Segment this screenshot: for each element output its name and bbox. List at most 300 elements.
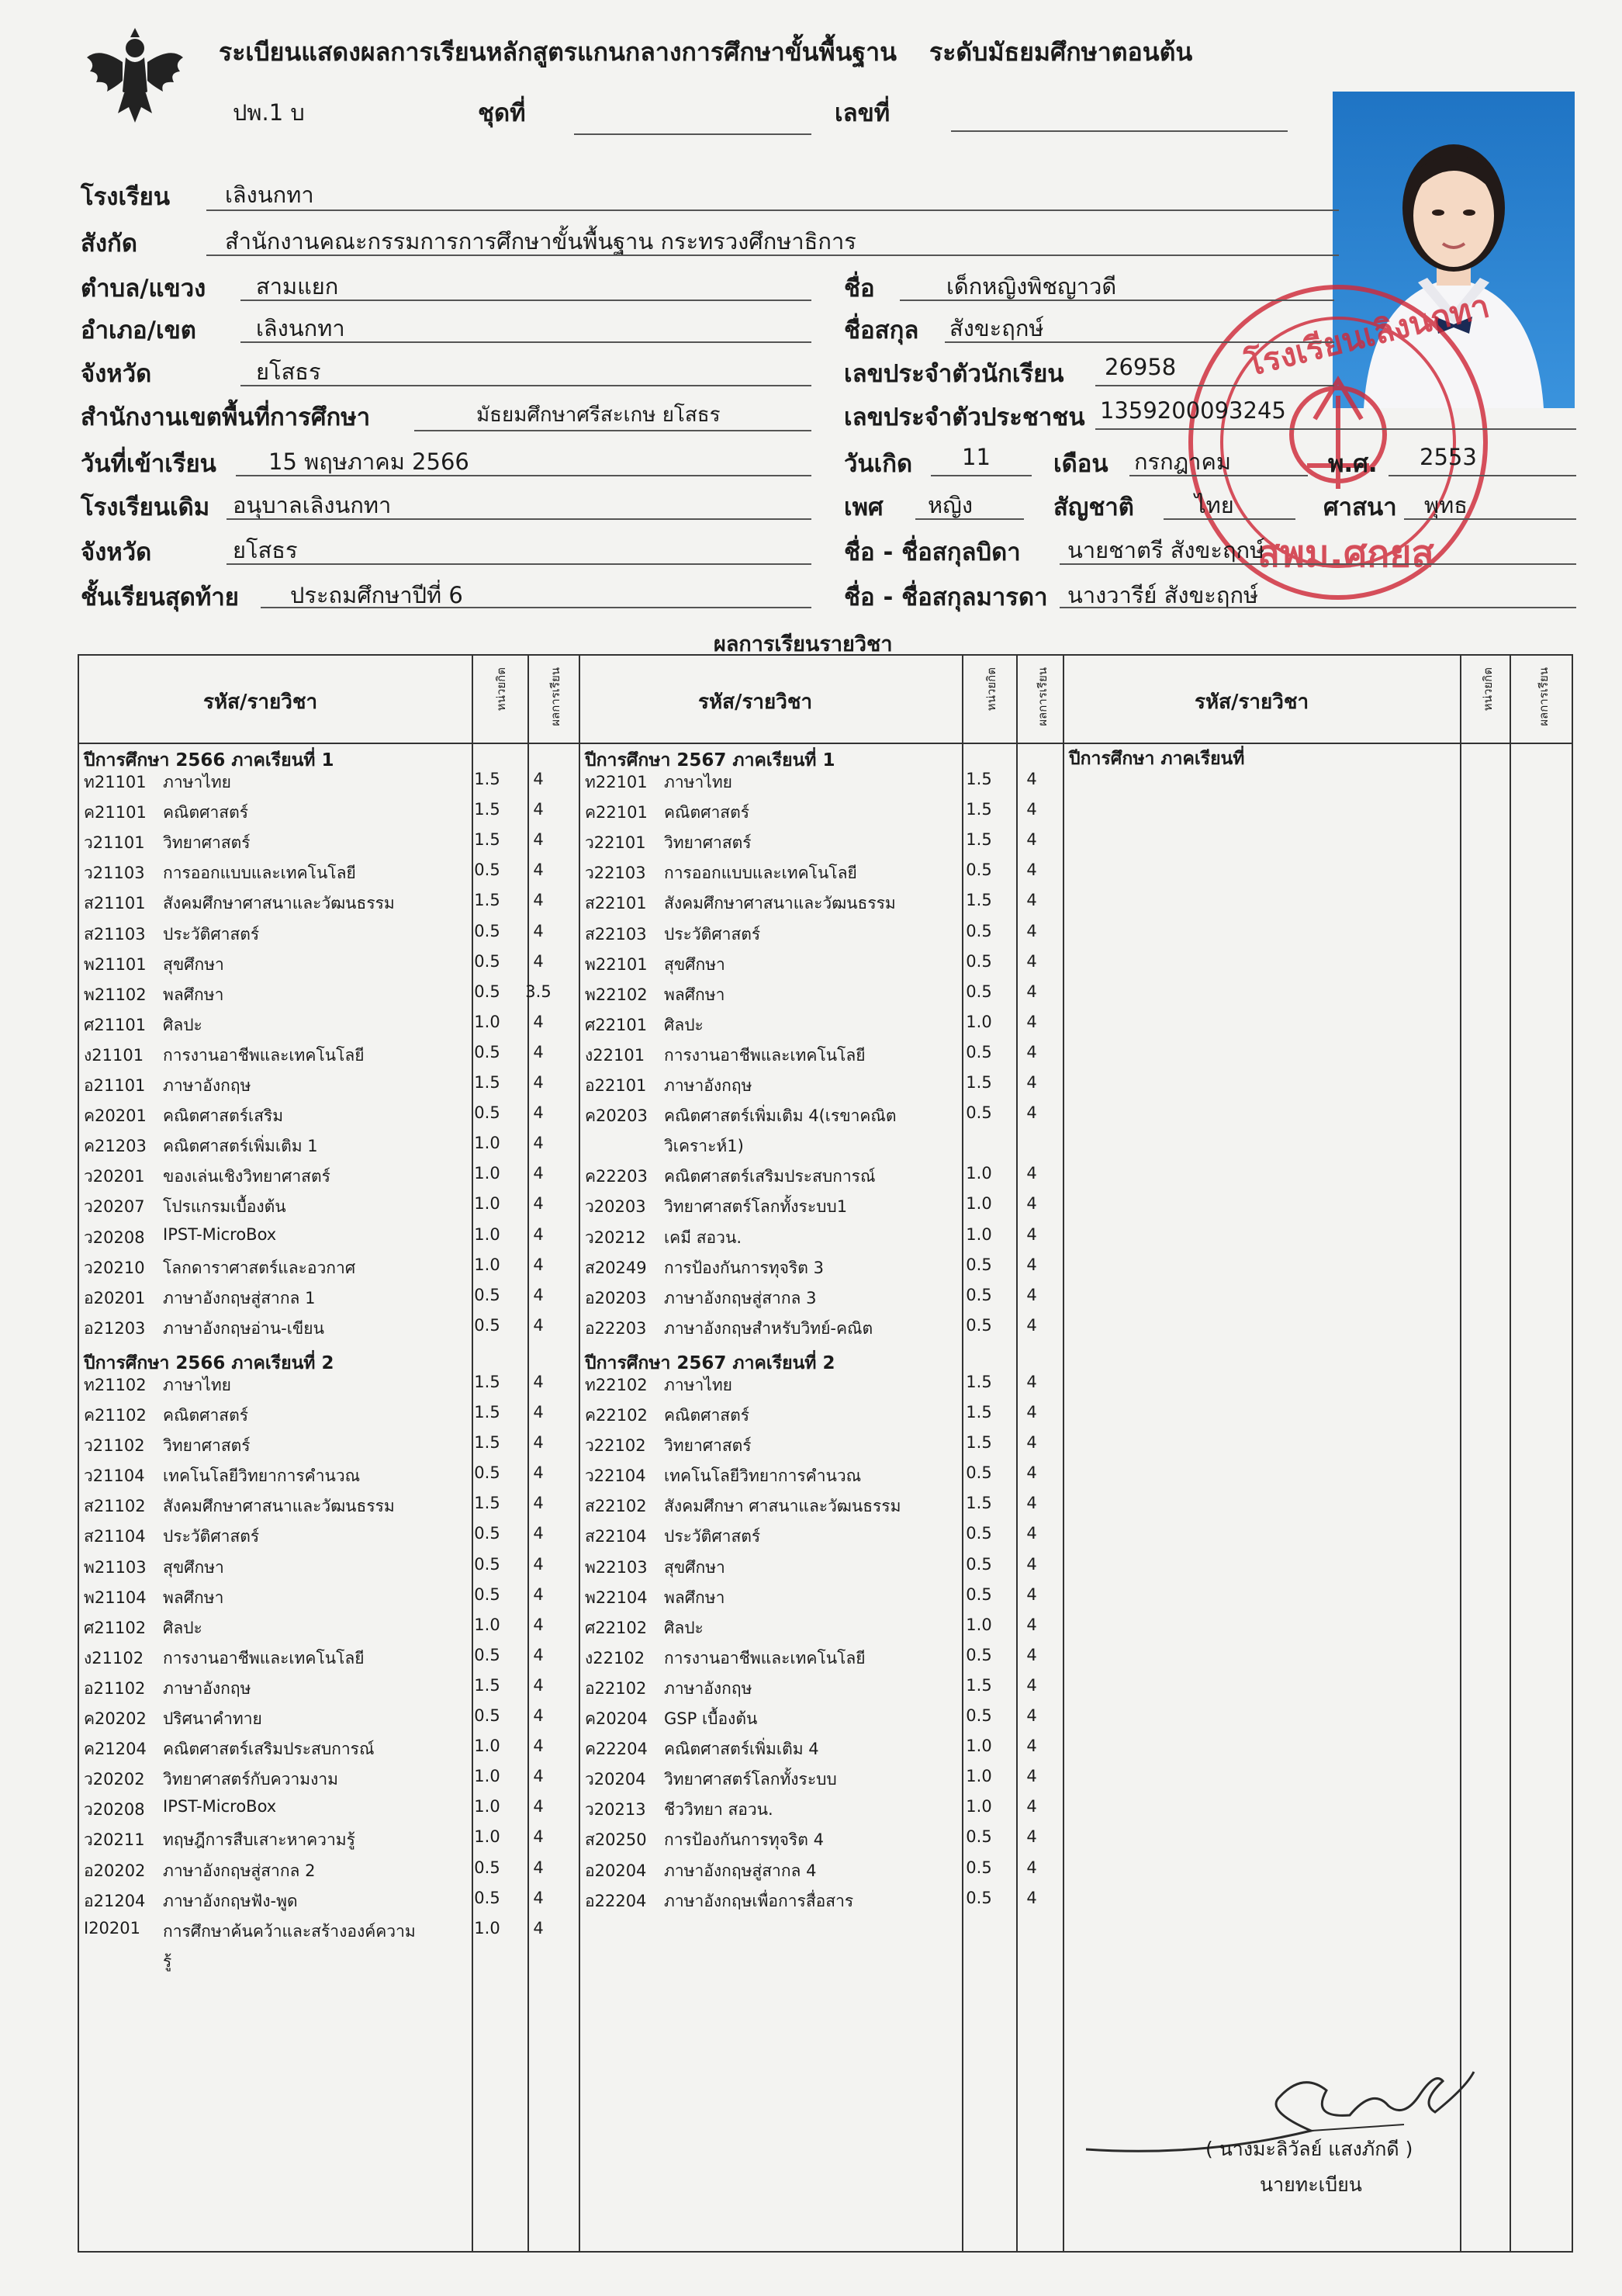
subject-name: สุขศึกษา [163, 1557, 224, 1577]
credit-value: 1.0 [474, 1615, 500, 1634]
subject-code: อ22204 [585, 1891, 647, 1910]
grade-value: 4 [533, 1737, 544, 1756]
col1-grade-header: ผลการเรียน [548, 667, 562, 726]
prev-province-value: ยโสธร [233, 537, 298, 563]
grade-value: 4 [1026, 921, 1037, 940]
credit-value: 1.5 [966, 1073, 992, 1092]
subject-code: ง21101 [84, 1045, 144, 1065]
subject-code: ง22102 [585, 1648, 645, 1667]
credit-value: 1.5 [966, 1675, 992, 1695]
credit-value: 0.5 [474, 1524, 500, 1543]
credit-value: 1.0 [474, 1767, 500, 1786]
grade-value: 4 [533, 1042, 544, 1061]
sex-label: เพศ [844, 493, 884, 521]
grade-value: 4 [1026, 1372, 1037, 1391]
credit-value: 1.5 [966, 1372, 992, 1391]
grade-value: 4 [1026, 1433, 1037, 1453]
credit-value: 0.5 [966, 921, 992, 940]
col3-semester-header: ปีการศึกษา ภาคเรียนที่ [1069, 749, 1245, 769]
subject-name: คณิตศาสตร์เพิ่มเติม 1 [163, 1137, 318, 1156]
subject-code: อ22101 [585, 1076, 647, 1095]
nationality-value: ไทย [1195, 492, 1234, 518]
school-label: โรงเรียน [81, 183, 171, 211]
credit-value: 1.0 [474, 1827, 500, 1847]
grade-value: 4 [1026, 1164, 1037, 1183]
credit-value: 0.5 [966, 1463, 992, 1483]
credit-value: 1.5 [966, 1403, 992, 1422]
grade-value: 3.5 [525, 982, 552, 1001]
subject-name: ปริศนาคำทาย [163, 1709, 262, 1728]
col2-divider-subject [579, 654, 580, 2253]
birth-month-label: เดือน [1053, 450, 1108, 478]
subdistrict-label: ตำบล/แขวง [81, 275, 206, 303]
table-header-divider [78, 743, 1573, 744]
grade-value: 4 [1026, 1315, 1037, 1335]
credit-value: 1.0 [966, 1767, 992, 1786]
school-value: เลิงนกทา [225, 182, 314, 208]
subject-code: ส21104 [84, 1527, 146, 1546]
col2-divider-credit [962, 654, 963, 2253]
subject-name: ของเล่นเชิงวิทยาศาสตร์ [163, 1167, 330, 1186]
subject-code: อ22102 [585, 1678, 647, 1698]
credit-value: 1.0 [474, 1737, 500, 1756]
results-title: ผลการเรียนรายวิชา [714, 632, 893, 656]
subject-code: อ21203 [84, 1318, 146, 1338]
subject-name: โลกดาราศาสตร์และอวกาศ [163, 1258, 356, 1277]
subject-name: วิทยาศาสตร์โลกทั้งระบบ [664, 1770, 837, 1789]
subject-code: ท21102 [84, 1375, 147, 1394]
credit-value: 1.0 [966, 1164, 992, 1183]
province-value: ยโสธร [256, 358, 321, 385]
credit-value: 0.5 [966, 982, 992, 1001]
subject-code: พ21101 [84, 954, 147, 974]
subject-code: อ21204 [84, 1891, 146, 1910]
subdistrict-value: สามแยก [256, 273, 339, 300]
credit-value: 0.5 [474, 1042, 500, 1061]
garuda-emblem-icon [84, 26, 186, 129]
grade-value: 4 [1026, 1675, 1037, 1695]
credit-value: 0.5 [966, 1827, 992, 1847]
credit-value: 0.5 [966, 1554, 992, 1574]
subject-code: อ20203 [585, 1288, 647, 1307]
grade-value: 4 [1026, 770, 1037, 788]
student-surname-label: ชื่อสกุล [844, 317, 919, 345]
district-value: เลิงนกทา [256, 315, 345, 341]
last-grade-line [261, 607, 811, 608]
set-number-line [574, 133, 811, 135]
credit-value: 0.5 [966, 1315, 992, 1335]
credit-value: 0.5 [474, 1706, 500, 1725]
subject-code: ค21101 [84, 803, 147, 822]
subject-name: การออกแบบและเทคโนโลยี [664, 864, 857, 883]
subject-name: สังคมศึกษาศาสนาและวัฒนธรรม [163, 894, 395, 913]
subject-name: ภาษาไทย [163, 773, 231, 791]
subject-name: การงานอาชีพและเทคโนโลยี [664, 1045, 866, 1065]
number-label: เลขที่ [835, 99, 891, 127]
subject-name: คณิตศาสตร์ [664, 1406, 750, 1425]
subject-name: สังคมศึกษา ศาสนาและวัฒนธรรม [664, 1497, 901, 1516]
subject-name: ศิลปะ [664, 1618, 704, 1637]
grade-value: 4 [1026, 830, 1037, 850]
credit-value: 1.5 [474, 1675, 500, 1695]
subject-code: ว20204 [585, 1770, 646, 1789]
subject-code: ส21103 [84, 924, 146, 944]
subject-code: อ21101 [84, 1076, 146, 1095]
subject-code: ค20202 [84, 1709, 147, 1728]
credit-value: 1.0 [474, 1164, 500, 1183]
credit-value: 0.5 [474, 982, 500, 1001]
subject-code: ท22101 [585, 773, 648, 791]
subject-name: วิทยาศาสตร์ [163, 833, 251, 853]
subject-code: พ22104 [585, 1588, 648, 1607]
district-line [240, 341, 811, 343]
subject-name: การงานอาชีพและเทคโนโลยี [163, 1045, 365, 1065]
credit-value: 1.5 [474, 1494, 500, 1513]
grade-value: 4 [533, 1103, 544, 1123]
subject-name: เทคโนโลยีวิทยาการคำนวณ [664, 1467, 862, 1486]
grade-value: 4 [533, 891, 544, 910]
education-level: ระดับมัธยมศึกษาตอนต้น [929, 37, 1193, 67]
subject-code: ศ21101 [84, 1015, 147, 1034]
birth-month-value: กรกฎาคม [1134, 448, 1231, 475]
school-line [206, 210, 1339, 211]
subject-code: พ22103 [585, 1557, 648, 1577]
subject-code: ค21102 [84, 1406, 147, 1425]
grade-value: 4 [533, 1827, 544, 1847]
col1-subject-header: รหัส/รายวิชา [203, 691, 318, 714]
subject-name: คณิตศาสตร์เสริม [163, 1106, 284, 1126]
subject-name: ศิลปะ [163, 1015, 202, 1034]
subject-code: ส22101 [585, 894, 647, 913]
grade-value: 4 [1026, 1194, 1037, 1214]
birth-day-value: 11 [962, 444, 991, 470]
prev-province-line [227, 563, 811, 565]
student-id-label: เลขประจำตัวนักเรียน [844, 360, 1064, 388]
subject-name: IPST-MicroBox [163, 1224, 277, 1244]
col3-divider-credit [1460, 654, 1461, 2253]
prev-school-label: โรงเรียนเดิม [81, 493, 210, 521]
credit-value: 0.5 [474, 1888, 500, 1907]
credit-value: 0.5 [966, 1103, 992, 1123]
province-label: จังหวัด [81, 360, 152, 388]
grade-value: 4 [1026, 1463, 1037, 1483]
grade-value: 4 [533, 1285, 544, 1304]
father-value: นายชาตรี สังขะฤกษ์ [1067, 537, 1265, 563]
subject-code: ค22101 [585, 803, 648, 822]
subject-code: อ20201 [84, 1288, 146, 1307]
subject-name: ชีววิทยา สอวน. [664, 1800, 773, 1820]
subject-name: การศึกษาค้นคว้าและสร้างองค์ความ [163, 1921, 416, 1941]
grade-value: 4 [533, 1797, 544, 1816]
credit-value: 0.5 [474, 1645, 500, 1664]
grade-value: 4 [1026, 1494, 1037, 1513]
credit-value: 0.5 [966, 1584, 992, 1604]
col1-divider-credit [472, 654, 473, 2253]
grade-value: 4 [533, 1706, 544, 1725]
subject-name: ภาษาอังกฤษเพื่อการสื่อสาร [664, 1891, 854, 1910]
credit-value: 1.0 [474, 1255, 500, 1274]
subject-code: ส22102 [585, 1497, 647, 1516]
credit-value: 0.5 [966, 1888, 992, 1907]
citizen-id-line [1095, 428, 1576, 430]
subdistrict-line [240, 300, 811, 301]
grade-value: 4 [533, 800, 544, 819]
prev-school-line [227, 518, 811, 520]
grade-value: 4 [1026, 1255, 1037, 1274]
credit-value: 1.0 [474, 1012, 500, 1031]
subject-name: ภาษาอังกฤษสู่สากล 4 [664, 1861, 817, 1880]
subject-name: เทคโนโลยีวิทยาการคำนวณ [163, 1467, 361, 1486]
birth-day-line [931, 475, 1032, 476]
subject-name: พลศึกษา [664, 985, 725, 1004]
subject-name: พลศึกษา [163, 1588, 224, 1607]
credit-value: 1.0 [966, 1012, 992, 1031]
credit-value: 1.0 [474, 1797, 500, 1816]
credit-value: 0.5 [474, 1285, 500, 1304]
grade-value: 4 [533, 1524, 544, 1543]
subject-code: ค21203 [84, 1137, 147, 1156]
subject-name: ประวัติศาสตร์ [163, 924, 260, 944]
birth-day-label: วันเกิด [844, 450, 913, 478]
student-surname-value: สังขะฤกษ์ [949, 315, 1044, 341]
subject-code: ว20203 [585, 1197, 646, 1217]
subject-name: ภาษาอังกฤษอ่าน-เขียน [163, 1318, 324, 1338]
grade-value: 4 [533, 1012, 544, 1031]
subject-code: ว21101 [84, 833, 145, 853]
registrar-name: ( นางมะลิวัลย์ แสงภักดี ) [1205, 2138, 1413, 2160]
credit-value: 1.0 [966, 1797, 992, 1816]
sex-value: หญิง [928, 492, 973, 518]
subject-name: คณิตศาสตร์เสริมประสบการณ์ [163, 1740, 375, 1759]
grade-value: 4 [1026, 1858, 1037, 1877]
credit-value: 0.5 [474, 861, 500, 880]
father-label: ชื่อ - ชื่อสกุลบิดา [844, 539, 1021, 566]
grade-value: 4 [1026, 1645, 1037, 1664]
grade-value: 4 [1026, 1012, 1037, 1031]
grade-value: 4 [1026, 1615, 1037, 1634]
semester-header: ปีการศึกษา 2567 ภาคเรียนที่ 2 [585, 1352, 835, 1373]
subject-code: ค22102 [585, 1406, 648, 1425]
credit-value: 1.0 [474, 1918, 500, 1938]
district-label: อำเภอ/เขต [81, 317, 196, 345]
subject-name: สุขศึกษา [163, 954, 224, 974]
subject-name: ศิลปะ [163, 1618, 202, 1637]
grade-value: 4 [1026, 1103, 1037, 1123]
registrar-position: นายทะเบียน [1260, 2173, 1362, 2196]
form-code: ปพ.1 บ [233, 99, 305, 126]
grade-value: 4 [1026, 891, 1037, 910]
subject-code: ว21103 [84, 864, 145, 883]
grade-value: 4 [1026, 1073, 1037, 1092]
grade-value: 4 [533, 1255, 544, 1274]
credit-value: 1.5 [966, 1433, 992, 1453]
prev-school-value: อนุบาลเลิงนกทา [233, 492, 392, 518]
area-office-value: มัธยมศึกษาศรีสะเกษ ยโสธร [476, 403, 721, 427]
credit-value: 0.5 [474, 921, 500, 940]
religion-line [1404, 518, 1576, 520]
subject-code: ว22101 [585, 833, 646, 853]
sex-line [915, 518, 1024, 520]
col2-subject-header: รหัส/รายวิชา [698, 691, 813, 714]
col3-grade-header: ผลการเรียน [1537, 667, 1551, 726]
credit-value: 0.5 [966, 1706, 992, 1725]
grade-value: 4 [533, 861, 544, 880]
grade-value: 4 [1026, 1737, 1037, 1756]
credit-value: 1.0 [966, 1615, 992, 1634]
subject-name: สังคมศึกษาศาสนาและวัฒนธรรม [163, 1497, 395, 1516]
credit-value: 1.5 [474, 800, 500, 819]
grade-value: 4 [1026, 982, 1037, 1001]
credit-value: 0.5 [966, 1645, 992, 1664]
grade-value: 4 [533, 1858, 544, 1877]
grade-value: 4 [533, 1918, 544, 1938]
credit-value: 1.0 [474, 1134, 500, 1153]
subject-code: ว22103 [585, 864, 646, 883]
col3-divider-grade [1510, 654, 1511, 2253]
grade-value: 4 [1026, 1797, 1037, 1816]
credit-value: 1.0 [966, 1194, 992, 1214]
credit-value: 1.5 [966, 1494, 992, 1513]
credit-value: 1.5 [474, 1433, 500, 1453]
subject-code: อ22203 [585, 1318, 647, 1338]
subject-name: วิทยาศาสตร์ [163, 1436, 251, 1456]
subject-name: ภาษาอังกฤษ [664, 1076, 752, 1095]
grade-value: 4 [533, 1073, 544, 1092]
col2-credit-header: หน่วยกิต [984, 667, 998, 712]
subject-code: อ20202 [84, 1861, 146, 1880]
set-label: ชุดที่ [478, 99, 526, 127]
subject-name: คณิตศาสตร์ [163, 803, 249, 822]
subject-code: พ21103 [84, 1557, 147, 1577]
grade-value: 4 [1026, 1584, 1037, 1604]
grade-value: 4 [533, 1584, 544, 1604]
subject-name: ภาษาอังกฤษ [163, 1076, 251, 1095]
credit-value: 0.5 [474, 951, 500, 971]
serial-number-line [951, 130, 1288, 132]
grade-value: 4 [1026, 1554, 1037, 1574]
affiliation-value: สำนักงานคณะกรรมการการศึกษาขั้นพื้นฐาน กระทรวงศึกษาธิการ [225, 228, 856, 255]
subject-name: ภาษาไทย [664, 773, 732, 791]
subject-code: ค20201 [84, 1106, 147, 1126]
credit-value: 1.0 [474, 1224, 500, 1244]
credit-value: 1.5 [474, 1403, 500, 1422]
subject-code: ว20213 [585, 1800, 646, 1820]
credit-value: 1.5 [474, 1372, 500, 1391]
grade-value: 4 [533, 1463, 544, 1483]
stamp-text: สพม.ศกยส [1257, 532, 1434, 576]
nationality-line [1164, 518, 1295, 520]
birth-month-line [1129, 475, 1308, 476]
semester-header: ปีการศึกษา 2566 ภาคเรียนที่ 2 [84, 1352, 334, 1373]
credit-value: 1.0 [474, 1194, 500, 1214]
student-name-value: เด็กหญิงพิชญาวดี [946, 273, 1117, 300]
subject-code: พ22102 [585, 985, 648, 1004]
student-id-line [1095, 385, 1334, 386]
subject-code: ค22204 [585, 1740, 648, 1759]
col2-grade-header: ผลการเรียน [1036, 667, 1050, 726]
nationality-label: สัญชาติ [1053, 493, 1134, 521]
subject-code: ง21102 [84, 1648, 144, 1667]
grade-value: 4 [1026, 1524, 1037, 1543]
area-office-line [414, 430, 811, 431]
credit-value: 1.5 [966, 800, 992, 819]
subject-name: การงานอาชีพและเทคโนโลยี [664, 1648, 866, 1667]
grade-value: 4 [1026, 1888, 1037, 1907]
subject-code: ส21101 [84, 894, 146, 913]
grade-value: 4 [1026, 1403, 1037, 1422]
document-title: ระเบียนแสดงผลการเรียนหลักสูตรแกนกลางการศึกษาขั้นพื้นฐาน [219, 37, 897, 67]
grade-value: 4 [1026, 1224, 1037, 1244]
grade-value: 4 [1026, 1285, 1037, 1304]
subject-name: พลศึกษา [163, 985, 224, 1004]
credit-value: 0.5 [966, 1042, 992, 1061]
subject-code: ส22104 [585, 1527, 647, 1546]
grade-value: 4 [533, 1494, 544, 1513]
subject-code: ศ22102 [585, 1618, 648, 1637]
col3-credit-header: หน่วยกิต [1481, 667, 1495, 712]
subject-code: ว22104 [585, 1467, 646, 1486]
affiliation-line [206, 255, 1339, 256]
grade-value: 4 [533, 1164, 544, 1183]
subject-code: ค22203 [585, 1167, 648, 1186]
subject-name: ภาษาอังกฤษ [664, 1678, 752, 1698]
subject-name: การป้องกันการทุจริต 4 [664, 1830, 824, 1850]
semester-header: ปีการศึกษา 2567 ภาคเรียนที่ 1 [585, 750, 835, 771]
mother-value: นางวารีย์ สังขะฤกษ์ [1067, 582, 1259, 608]
subject-name: ภาษาไทย [664, 1375, 732, 1394]
subject-code: ศ21102 [84, 1618, 147, 1637]
subject-code: ค20204 [585, 1709, 648, 1728]
subject-code: ง22101 [585, 1045, 645, 1065]
grade-value: 4 [533, 1675, 544, 1695]
subject-name: ประวัติศาสตร์ [664, 1527, 761, 1546]
grade-value: 4 [533, 830, 544, 850]
subject-name: คณิตศาสตร์เพิ่มเติม 4 [664, 1740, 819, 1759]
subject-name: คณิตศาสตร์เสริมประสบการณ์ [664, 1167, 876, 1186]
subject-name: วิทยาศาสตร์ [664, 833, 752, 853]
grade-value: 4 [1026, 1767, 1037, 1786]
subject-name: การป้องกันการทุจริต 3 [664, 1258, 824, 1277]
subject-code: พ21102 [84, 985, 147, 1004]
col3-divider-subject [1063, 654, 1064, 2253]
subject-name: GSP เบื้องต้น [664, 1709, 758, 1728]
last-grade-value: ประถมศึกษาปีที่ 6 [290, 582, 463, 608]
religion-value: พุทธ [1424, 492, 1468, 518]
subject-name: สุขศึกษา [664, 1557, 725, 1577]
subject-code: ว21104 [84, 1467, 145, 1486]
stamp-ring-text: โรงเรียนเลิงนกทา [1241, 286, 1493, 384]
credit-value: 0.5 [966, 1858, 992, 1877]
subject-code: ส20250 [585, 1830, 647, 1850]
student-name-line [900, 300, 1334, 301]
credit-value: 0.5 [474, 1554, 500, 1574]
credit-value: 1.0 [966, 1224, 992, 1244]
father-line [1060, 563, 1576, 565]
grade-value: 4 [533, 1888, 544, 1907]
credit-value: 1.5 [966, 770, 992, 788]
credit-value: 1.5 [474, 830, 500, 850]
subject-name: คณิตศาสตร์ [664, 803, 750, 822]
subject-name: วิทยาศาสตร์กับความงาม [163, 1770, 338, 1789]
subject-name: ภาษาอังกฤษสู่สากล 3 [664, 1288, 817, 1307]
subject-name: วิทยาศาสตร์โลกทั้งระบบ1 [664, 1197, 848, 1217]
grade-value: 4 [533, 1403, 544, 1422]
subject-code: ท21101 [84, 773, 147, 791]
last-grade-label: ชั้นเรียนสุดท้าย [81, 584, 239, 611]
credit-value: 0.5 [966, 951, 992, 971]
grade-value: 4 [1026, 1706, 1037, 1725]
subject-name: การงานอาชีพและเทคโนโลยี [163, 1648, 365, 1667]
